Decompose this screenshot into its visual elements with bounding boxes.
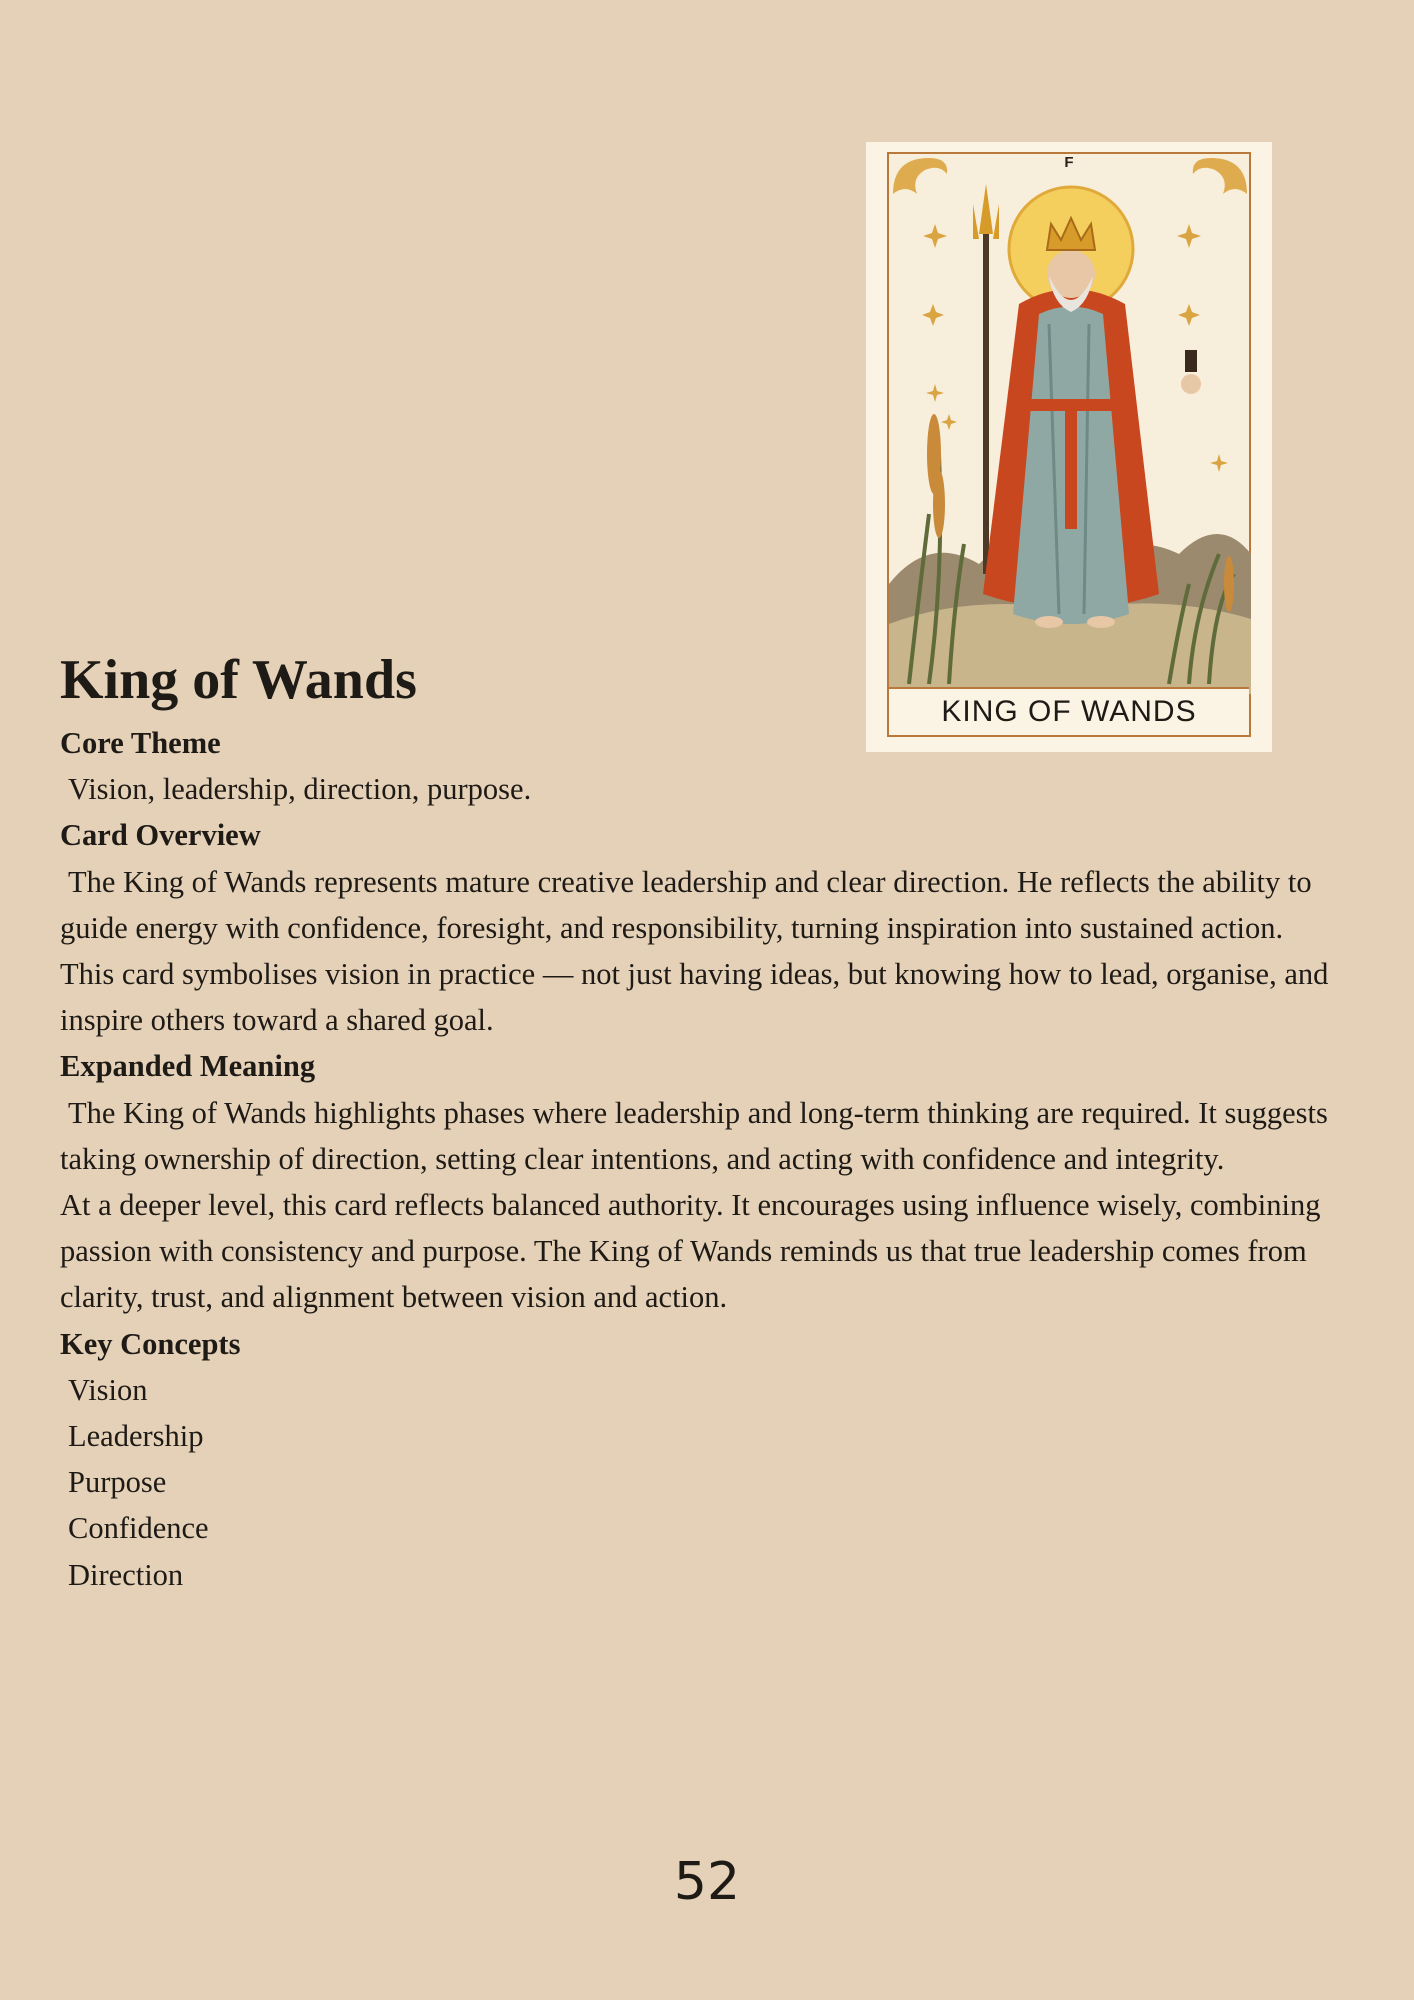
- card-label: KING OF WANDS: [941, 695, 1197, 728]
- expanded-meaning-paragraph: At a deeper level, this card reflects balanced authority. It encourages using influence wisely, combining passion with consistency and purpose. The King of Wands reminds us that true leadership comes from clarity, trust, and alignment between vision and action.: [60, 1188, 1321, 1315]
- key-concept-item: Direction: [68, 1557, 184, 1592]
- card-frame: [887, 152, 1251, 737]
- card-overview-heading: Card Overview: [60, 818, 261, 853]
- expanded-meaning-paragraph-text: The King of Wands highlights phases where leadership and long-term thinking are required. It suggests taking ownership of direction, setting clear intentions, and acting with confidence and integrity.: [60, 1095, 1328, 1176]
- page-title: King of Wands: [60, 649, 417, 711]
- key-concept-item: Confidence: [68, 1511, 209, 1546]
- expanded-meaning-paragraph: [60, 1090, 1360, 1182]
- page-number: 52: [673, 1852, 741, 1912]
- card-top-letter: F: [1064, 154, 1074, 171]
- key-concept-item: Leadership: [68, 1419, 204, 1454]
- card-overview-paragraph: This card symbolises vision in practice — not just having ideas, but knowing how to lead, organise, and inspire others toward a shared goal.: [60, 957, 1329, 1038]
- card-overview-paragraph: [60, 859, 1360, 951]
- king-figure-illustration: [889, 154, 1251, 694]
- key-concepts-heading: Key Concepts: [60, 1326, 241, 1361]
- core-theme-text: Vision, leadership, direction, purpose.: [68, 772, 532, 807]
- tarot-card-image: [866, 142, 1272, 752]
- key-concept-item: Vision: [68, 1372, 148, 1407]
- card-overview-paragraph-text: The King of Wands represents mature creative leadership and clear direction. He reflects the ability to guide energy with confidence, foresight, and responsibility, turning inspiration into sustained action.: [60, 864, 1312, 945]
- core-theme-heading: Core Theme: [60, 726, 221, 760]
- key-concept-item: Purpose: [68, 1465, 167, 1500]
- card-description: [60, 720, 1360, 1598]
- expanded-meaning-heading: Expanded Meaning: [60, 1049, 316, 1084]
